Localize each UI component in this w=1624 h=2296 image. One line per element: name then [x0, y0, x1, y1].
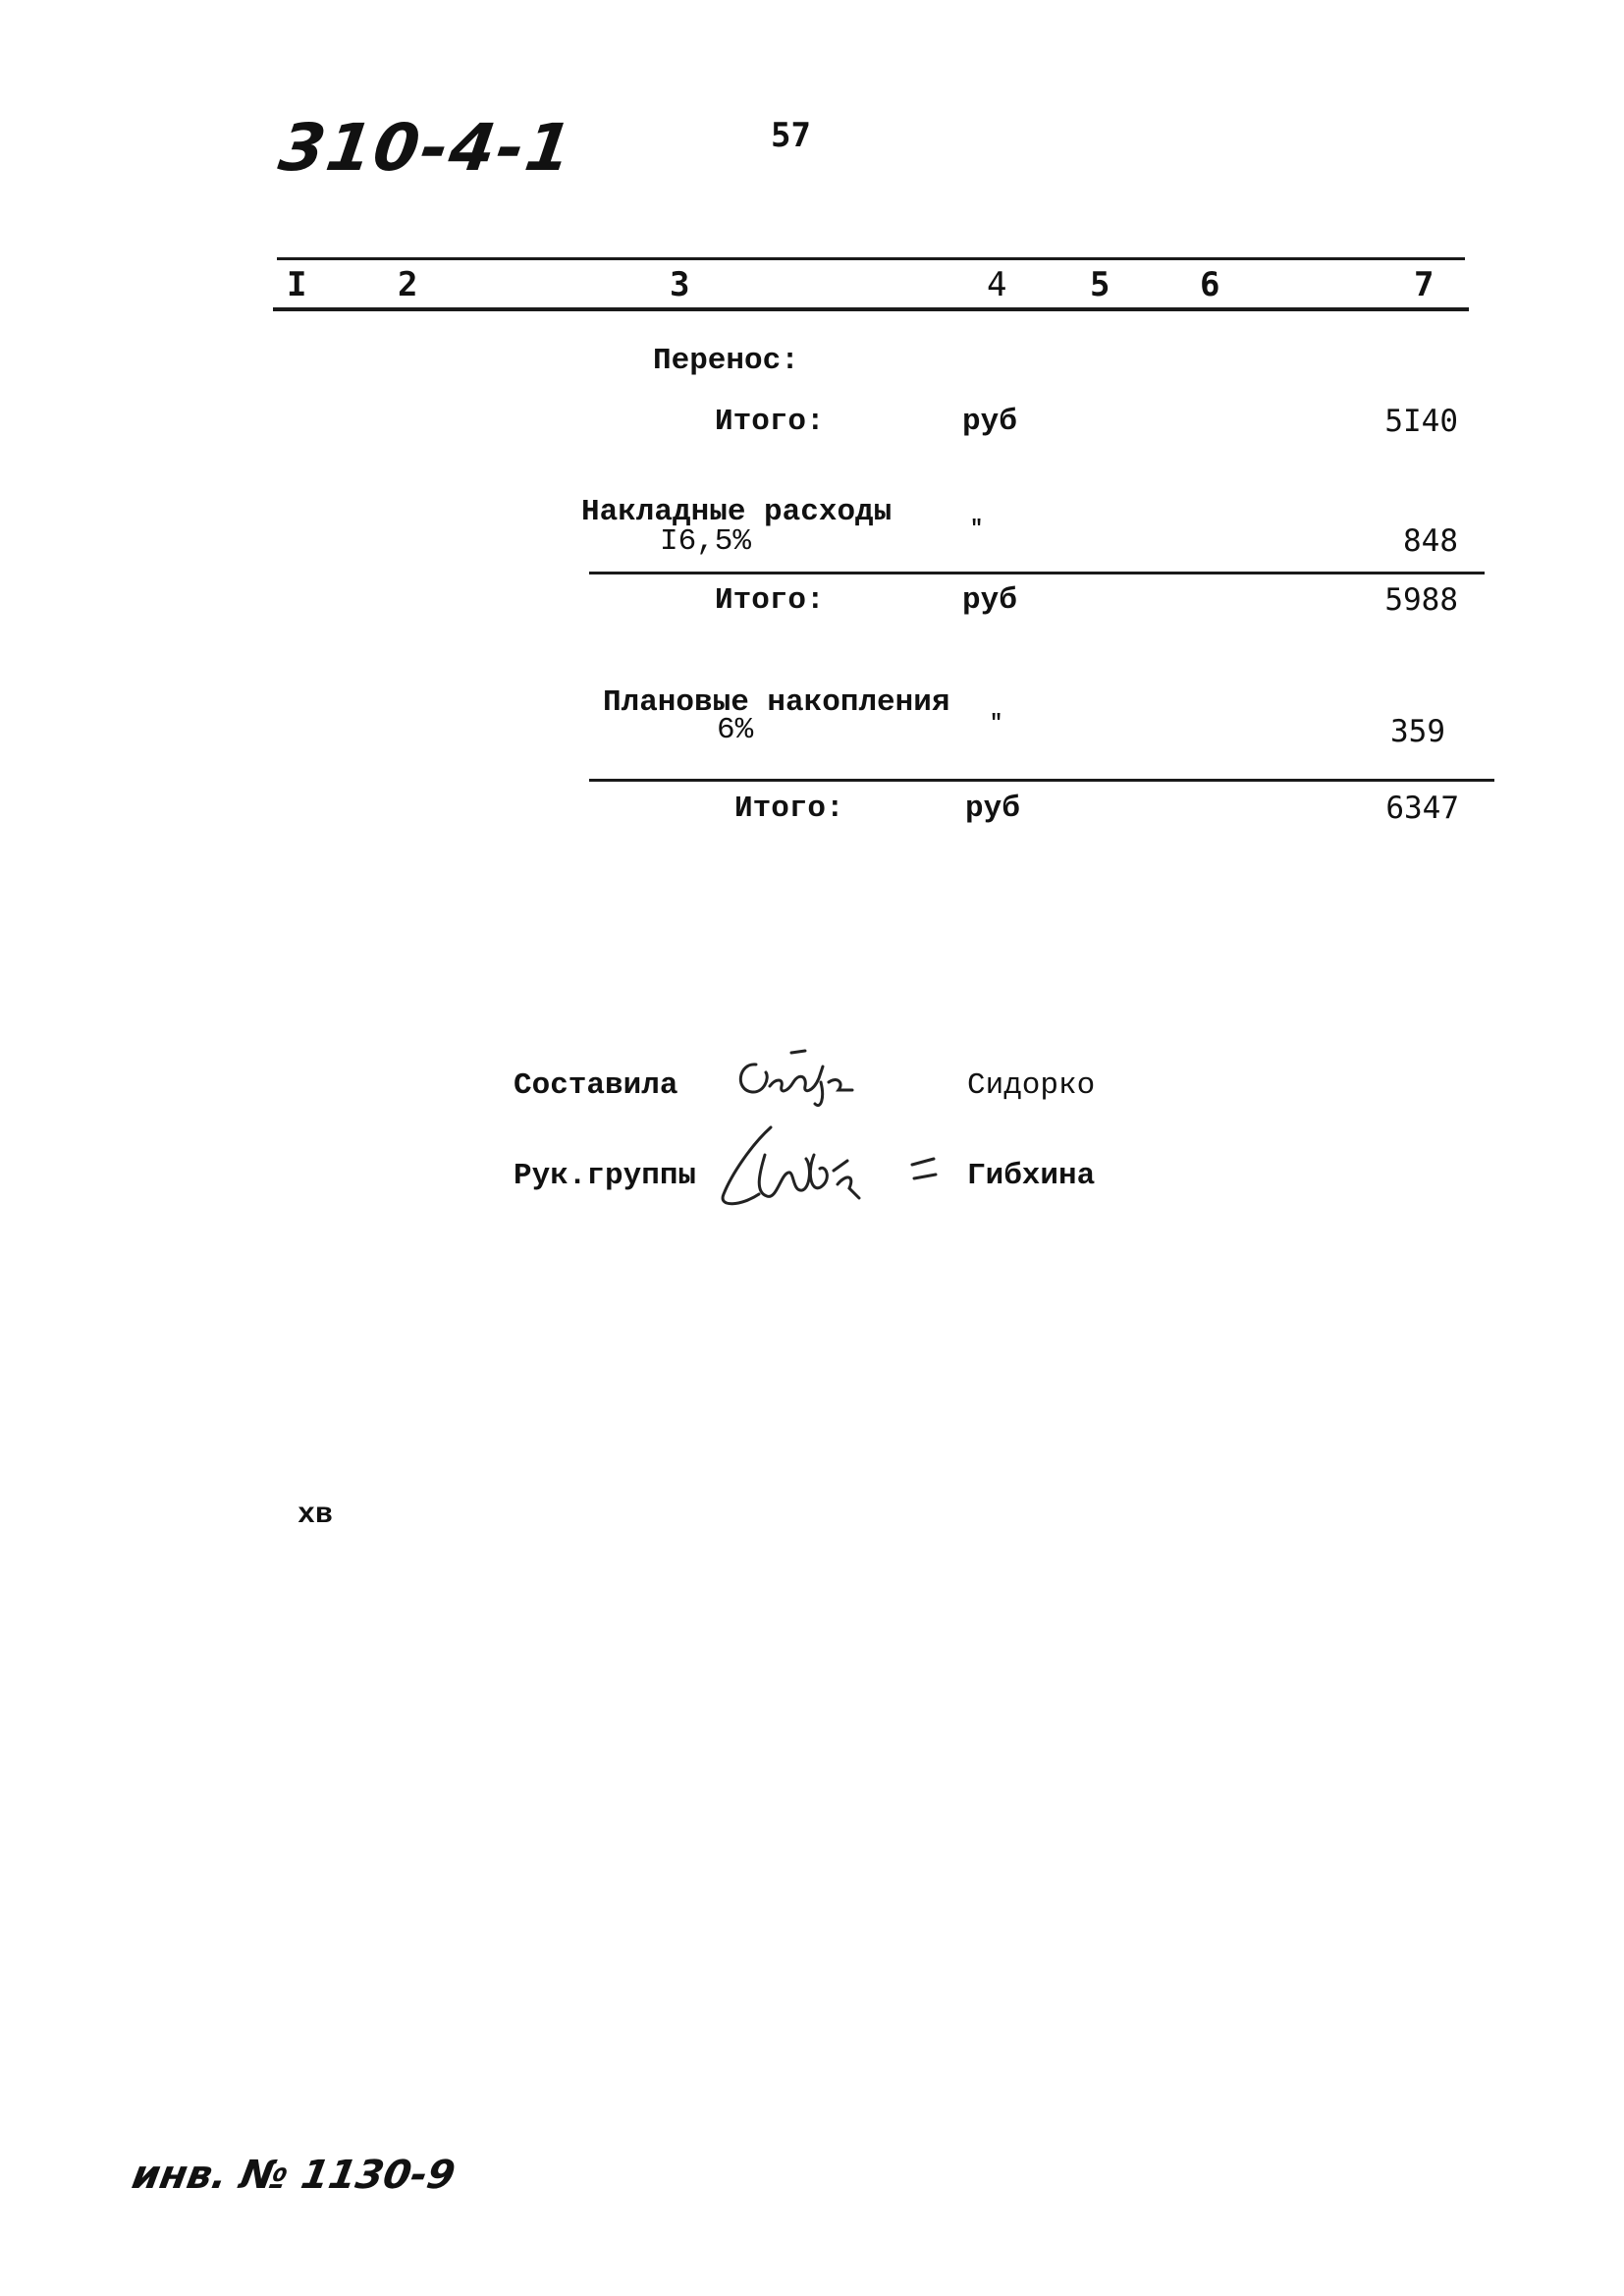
- overhead-label: Накладные расходы: [581, 495, 893, 529]
- group-head-signature: [712, 1116, 947, 1214]
- subtotal-2-unit: руб: [962, 583, 1017, 618]
- planned-savings-value: 359: [1390, 714, 1445, 749]
- group-head-label: Рук.группы: [514, 1159, 697, 1193]
- column-number-7: 7: [1414, 265, 1435, 304]
- column-number-4: 4: [987, 265, 1007, 304]
- compiler-name: Сидорко: [967, 1068, 1096, 1103]
- transfer-label: Перенос:: [653, 344, 799, 378]
- column-number-5: 5: [1090, 265, 1110, 304]
- subtotal-1-label: Итого:: [715, 405, 825, 439]
- subtotal-1-value: 5I40: [1384, 404, 1458, 439]
- planned-savings-label: Плановые накопления: [603, 685, 950, 720]
- table-top-rule: [277, 257, 1465, 260]
- document-code: 310-4-1: [274, 110, 578, 186]
- typist-initials: хв: [298, 1499, 334, 1532]
- column-number-1: I: [287, 265, 307, 304]
- planned-savings-rate: 6%: [717, 713, 754, 747]
- page-number: 57: [771, 116, 811, 155]
- overhead-unit: ": [970, 517, 984, 541]
- column-number-2: 2: [398, 265, 418, 304]
- subtotal-3-value: 6347: [1385, 791, 1459, 826]
- column-number-3: 3: [670, 265, 690, 304]
- overhead-rate: I6,5%: [660, 524, 752, 559]
- subtotal-2-rule: [589, 572, 1485, 574]
- overhead-value: 848: [1403, 523, 1458, 559]
- column-number-6: 6: [1200, 265, 1220, 304]
- inventory-number: инв. № 1130-9: [128, 2153, 459, 2198]
- compiler-signature: [727, 1043, 874, 1112]
- subtotal-3-unit: руб: [965, 792, 1020, 826]
- subtotal-2-value: 5988: [1384, 582, 1458, 618]
- compiled-by-label: Составила: [514, 1068, 678, 1103]
- subtotal-1-unit: руб: [962, 405, 1017, 439]
- subtotal-2-label: Итого:: [715, 583, 825, 618]
- group-head-name: Гибхина: [967, 1159, 1096, 1193]
- planned-savings-unit: ": [990, 711, 1003, 736]
- subtotal-3-rule: [589, 779, 1494, 782]
- table-header-rule: [273, 307, 1469, 311]
- subtotal-3-label: Итого:: [734, 792, 844, 826]
